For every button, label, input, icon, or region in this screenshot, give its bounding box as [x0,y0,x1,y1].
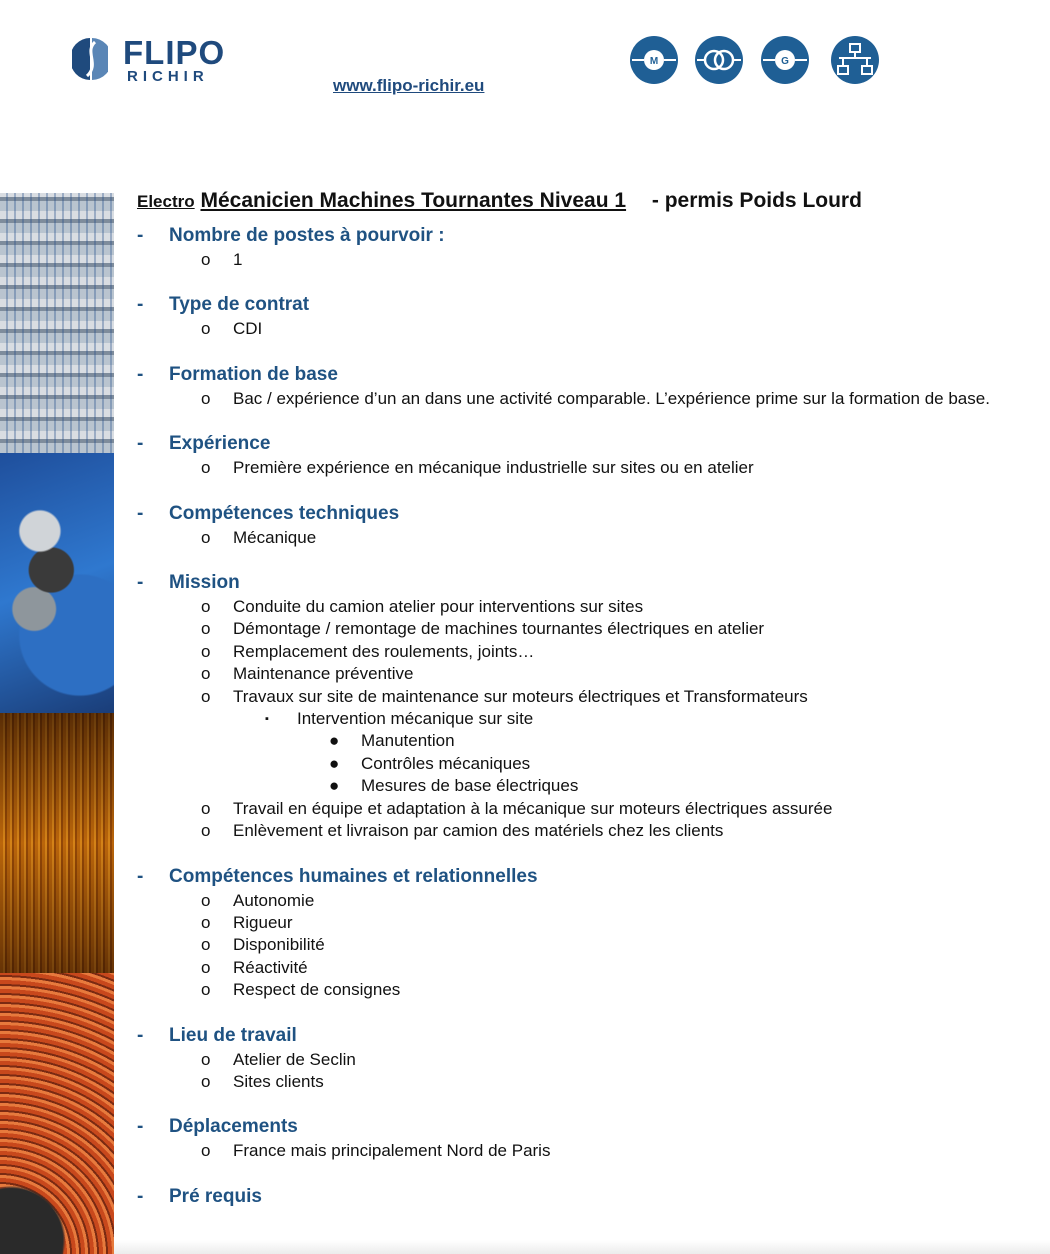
title-suffix: - permis Poids Lourd [651,189,862,212]
motor-m-icon [630,36,678,84]
list-item: o Atelier de Seclin [201,1049,356,1069]
list-item: o Sites clients [201,1071,324,1091]
list-item: o 1 [201,250,243,269]
list-item: o Rigueur [201,912,293,932]
list-item: o Remplacement des roulements, joints… [201,641,535,661]
list-item: o Travaux sur site de maintenance sur moteurs électriques et Transformateurs [201,686,808,706]
section-heading: - Nombre de postes à pourvoir : [137,225,445,246]
section-heading: - Pré requis [137,1185,262,1207]
job-title [137,186,1017,217]
company-logo [72,36,242,88]
wiring-cabinet-image [0,193,114,453]
copper-windings-image [0,713,114,973]
list-item: o Réactivité [201,957,308,977]
section-heading: - Déplacements [137,1116,298,1138]
list-item: o Démontage / remontage de machines tournantes électriques en atelier [201,619,765,639]
section-competences-humaines [137,864,1017,1002]
section-type-contrat [137,292,1017,340]
section-heading: - Expérience [137,433,271,455]
section-heading: - Mission [137,572,240,594]
list-item: o Première expérience en mécanique industrielle sur sites ou en atelier [201,458,754,478]
list-item: o CDI [201,319,263,339]
sub-sub-list-item: ● Manutention [329,731,455,751]
decorative-photo-strip [0,193,114,1254]
list-item: o Conduite du camion atelier pour interventions sur sites [201,597,644,617]
sub-sub-list-item: ● Mesures de base électriques [329,776,579,796]
title-main: Mécanicien Machines Tournantes Niveau 1 [200,189,627,212]
motor-letter: M [649,56,659,67]
section-competences-techniques [137,501,1017,549]
list-item: o France mais principalement Nord de Paris [201,1141,551,1161]
section-nombre-postes [137,223,1017,271]
list-item: o Enlèvement et livraison par camion des matériels chez les clients [201,821,724,841]
network-icon [831,36,879,84]
generator-letter: G [781,56,789,67]
section-heading: - Compétences techniques [137,502,400,524]
list-item: o Mécanique [201,527,317,547]
logo-mark-icon [72,36,108,82]
section-heading: - Type de contrat [137,294,310,316]
section-lieu-travail [137,1023,1017,1094]
list-item: o Disponibilité [201,935,325,955]
list-item: o Autonomie [201,890,315,910]
section-formation [137,362,1017,410]
list-item: o Maintenance préventive [201,664,414,684]
engine-block-image [0,453,114,713]
section-mission [137,570,1017,842]
section-deplacements [137,1114,1017,1162]
job-offer [137,186,1017,1231]
section-experience [137,431,1017,479]
section-pre-requis [137,1184,1017,1210]
logo-text-richir: RICHIR [127,68,209,85]
sub-list-item: ▪ Intervention mécanique sur site [265,709,534,729]
title-prefix: Electro [137,192,195,211]
list-item: o Bac / expérience d’un an dans une activité comparable. L’expérience prime sur la formation de base. [201,388,990,408]
transformer-icon [695,36,743,84]
page-bottom-shadow [114,1240,1050,1254]
generator-g-icon [761,36,809,84]
section-heading: - Formation de base [137,363,338,385]
stator-coil-image [0,973,114,1254]
website-link[interactable]: www.flipo-richir.eu [333,76,485,95]
sub-sub-list-item: ● Contrôles mécaniques [329,753,531,773]
list-item: o Travail en équipe et adaptation à la mécanique sur moteurs électriques assurée [201,798,833,818]
section-heading: - Compétences humaines et relationnelles [137,865,538,887]
list-item: o Respect de consignes [201,980,401,1000]
logo-text-flipo: FLIPO [123,34,226,71]
section-heading: - Lieu de travail [137,1024,297,1046]
